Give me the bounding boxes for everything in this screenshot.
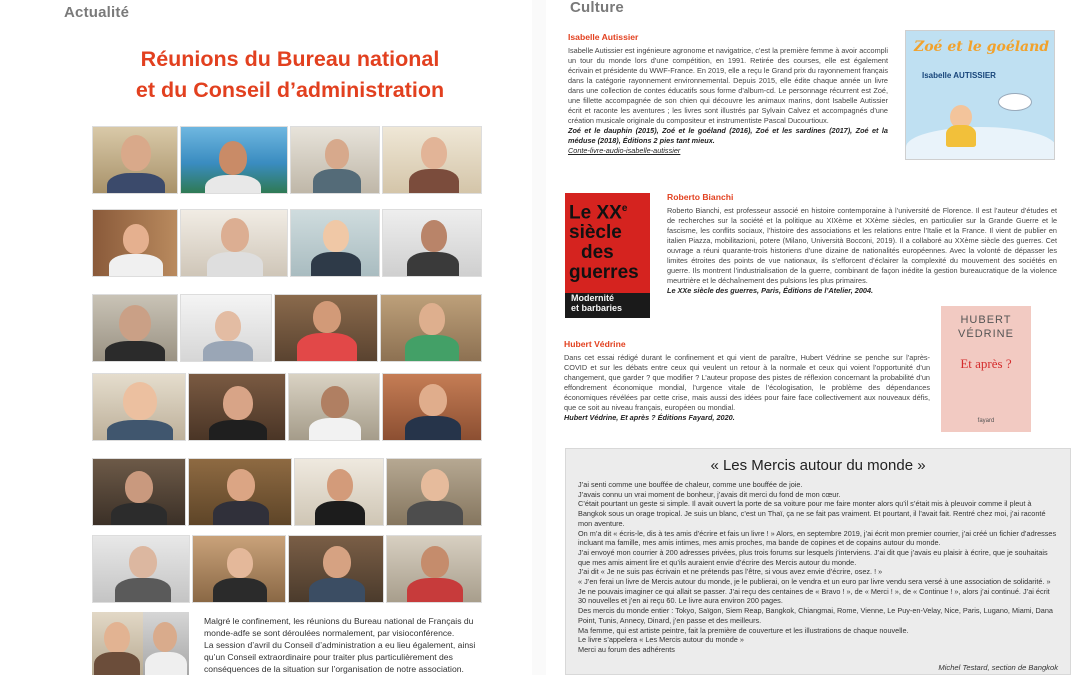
merci-line: « J’en ferai un livre de Mercis autour du monde, je le publierai, on le vendra et un euro par livre vendu sera versé à une association de solidarité. » bbox=[578, 577, 1051, 587]
participant-photo bbox=[386, 458, 482, 526]
merci-line: Je ne pouvais imaginer ce qui allait se passer. J’ai reçu des centaines de « Bravo ! », de « Merci ! », de « Continue ! », alors j’ai continué. J’ai écrit 30 nouvelles et j’en ai reçu 60. Le livre aura environ 200 pages. bbox=[578, 586, 1050, 606]
cover-author: Isabelle AUTISSIER bbox=[922, 71, 996, 80]
cover-title: Et après ? bbox=[960, 356, 1012, 371]
participant-photo bbox=[188, 373, 286, 441]
book-reference: Le XXe siècle des guerres, Paris, Éditions de l’Atelier, 2004. bbox=[667, 286, 874, 295]
participant-photo bbox=[382, 209, 482, 277]
photo-row bbox=[92, 209, 484, 279]
section-heading-actualite: Actualité bbox=[64, 4, 130, 21]
participant-photo bbox=[188, 458, 292, 526]
participant-photo bbox=[288, 373, 380, 441]
review-text: Isabelle Autissier est ingénieure agronome et navigatrice, c’est la première femme à avoir accompli un tour du monde lors d’une compétition, en 1991. Retirée des courses, elle est également écrivain et présidente du WWF-France. En 2019, elle a reçu le Grand prix du rayonnement français dans la catégorie rayonnement environnemental. Depuis 2015, elle édite chaque année un livre dans une collection de contes éducatifs sous forme d’album-cd. Le personnage récurrent est Zoé, une fillette accompagnée de son chien qui découvre les animaux marins, dont Isabelle Autissier écrit et raconte les aventures ; les livres sont illustrés par Sylvain Calvez et accompagnés d’une création musicale originale du compositeur et instrumentiste Pascal Ducourtioux. bbox=[568, 46, 889, 125]
merci-line: J’avais connu un vrai moment de bonheur, j’avais dit merci du fond de mon cœur. bbox=[578, 489, 841, 499]
participant-photo bbox=[382, 126, 482, 194]
merci-line: Des mercis du monde entier : Tokyo, Saïgon, Siem Reap, Bangkok, Chiangmai, Rome, Vienne, Le Puy-en-Velay, Nice, Paris, Lugano, Miami, Dana Point, Tunis, Annecy, Dinard, j’en passe et des meilleurs. bbox=[578, 606, 1053, 625]
merci-line: J’ai senti comme une bouffée de chaleur, comme une bouffée de joie. bbox=[578, 480, 803, 489]
participant-photo bbox=[386, 535, 482, 603]
participant-photo bbox=[274, 294, 378, 362]
cover-line: des bbox=[581, 242, 614, 264]
merci-line: J’ai dit « Je ne suis pas écrivain et ne prétends pas l’être, si vous avez envie d’écrire, osez. ! » bbox=[578, 567, 883, 577]
photo-row bbox=[92, 294, 484, 364]
participant-photo bbox=[192, 535, 286, 603]
photo-row bbox=[92, 373, 484, 443]
author-heading-bianchi: Roberto Bianchi bbox=[667, 192, 734, 202]
merci-line: C’était pourtant un geste si simple. Il avait ouvert la porte de sa voiture pour me faire monter alors qu’il s’était mis à pleuvoir comme il pleut à Bangkok sous un orage tropical. Je suis un blanc, c’est un Thaï, ça ne se fait pas vraiment. Et pourtant, il l’avait fait. Rentré chez moi, j’ai raconté mon aventure. bbox=[578, 499, 1046, 528]
photo-row bbox=[92, 458, 484, 528]
cover-line: Le XX bbox=[569, 202, 622, 224]
participant-photo bbox=[92, 209, 178, 277]
review-vedrine bbox=[564, 353, 930, 423]
merci-line: On m’a dit « écris-le, dis à tes amis d’écrire et fais un livre ! » Alors, en septembre 2019, j’ai écrit mon premier courrier, j’ai créé un fichier d’adresses incluant ma famille, mes amis intimes, mes amis proches, ma bande de copines et de copains autour du monde. bbox=[578, 528, 1057, 548]
cover-title: Zoé et le goéland bbox=[914, 39, 1050, 55]
right-page bbox=[540, 0, 1080, 675]
merci-line: Le livre s’appelera « Les Mercis autour du monde » bbox=[578, 635, 744, 645]
cover-subtitle: Modernité bbox=[571, 293, 615, 303]
participant-photo bbox=[92, 458, 186, 526]
section-heading-culture: Culture bbox=[570, 0, 624, 16]
participant-photo bbox=[92, 373, 186, 441]
caption-paragraph: Malgré le confinement, les réunions du Bureau national de Français du monde-adfe se sont déroulées normalement, par visioconférence. bbox=[204, 616, 474, 638]
cover-subtitle: et barbaries bbox=[571, 303, 623, 313]
book-reference: Hubert Védrine, Et après ? Éditions Fayard, 2020. bbox=[564, 413, 735, 422]
illustration-gull bbox=[998, 93, 1032, 111]
cover-author: HUBERT bbox=[960, 314, 1012, 326]
review-bianchi bbox=[667, 206, 1057, 296]
merci-title: « Les Mercis autour du monde » bbox=[710, 457, 926, 474]
participant-photo bbox=[382, 373, 482, 441]
book-cover-guerres: Le XXe siècle des guerres Modernité et barbaries bbox=[565, 193, 650, 318]
participant-photo bbox=[180, 294, 272, 362]
participant-photo bbox=[288, 535, 384, 603]
article-caption bbox=[204, 615, 486, 675]
participant-photo bbox=[92, 294, 178, 362]
review-autissier bbox=[568, 46, 888, 156]
participant-photo bbox=[294, 458, 384, 526]
merci-line: J’ai envoyé mon courrier à 200 adresses privées, plus trois forums sur lesquels j’interviens. J’ai dit que j’avais eu plaisir à écrire, que je souhaitais que mes amis aiment lire et qu’ils auraient envie d’écrire des Mercis autour du monde. bbox=[578, 547, 1048, 567]
book-link[interactable]: Conte-livre-audio-isabelle-autissier bbox=[568, 146, 681, 155]
book-cover-vedrine bbox=[941, 306, 1031, 432]
book-cover-zoe bbox=[905, 30, 1055, 160]
participant-photo bbox=[143, 612, 189, 675]
participant-photo bbox=[92, 126, 178, 194]
merci-text bbox=[578, 480, 1058, 655]
article-title-line1: Réunions du Bureau national bbox=[140, 47, 440, 71]
photo-row bbox=[92, 535, 484, 605]
cover-publisher: fayard bbox=[977, 418, 995, 424]
book-references: Zoé et le dauphin (2015), Zoé et le goéland (2016), Zoé et les sardines (2017), Zoé et la méduse (2018), Éditions 2 pies tant mieux. bbox=[568, 126, 888, 145]
participant-photo bbox=[180, 126, 288, 194]
merci-signature: Michel Testard, section de Bangkok bbox=[938, 663, 1058, 672]
author-heading-vedrine: Hubert Védrine bbox=[564, 339, 626, 349]
review-text: Dans cet essai rédigé durant le confinement et qui vient de paraître, Hubert Védrine se penche sur l’après-COVID et sur les débats entre ceux qui veulent un retour à la normale et ceux qui voient l’opportunité d’un changement, que garder ? que modifier ? L’auteur propose des pistes de réflexion concernant la probabilité d’un effondrement économique mondial, l’urgence vitale de l’écologisation, le problème des dépendances économiques révélées par cette crise, mais aussi des idées pour faire face collectivement aux nouveaux défis, que ce soit au niveau français, européen ou mondial. bbox=[564, 353, 930, 412]
participant-photo bbox=[180, 209, 288, 277]
cover-author: VÉDRINE bbox=[958, 328, 1014, 340]
participant-photo bbox=[290, 209, 380, 277]
author-heading-autissier: Isabelle Autissier bbox=[568, 32, 639, 42]
merci-line: Merci au forum des adhérents bbox=[578, 644, 675, 654]
cover-line: guerres bbox=[569, 262, 639, 284]
merci-line: Ma femme, qui est artiste peintre, fait la première de couverture et les illustrations de chaque nouvelle. bbox=[578, 625, 909, 635]
review-text: Roberto Bianchi, est professeur associé en histoire contemporaine à l’université de Florence. Il est l’auteur d’études et de recherches sur la société et la politique au XIXème et XXème siècles, en particulier sur la Grande Guerre et le fascisme, les conflits sociaux, l’histoire des associations et les relations entre l’Italie et la France. Il vient de publier en italien Piazza, mobilitazioni, potere (Milano, Università Bocconi, 2019). Il a collaboré au XXème siècle des guerres. Cet ouvrage a réuni quarante-trois historiens d’une dizaine de nationalités européennes. Avec la volonté de dépasser les limites étroites des points de vue nationaux, ils s’efforcent d’éclairer la complexité du mouvement des sociétés en guerre. Ils montrent l’industrialisation de la guerre, combinant de façon inédite la gestion bureaucratique de la violence meurtrière et le déchaînement des pulsions les plus primaires. bbox=[667, 206, 1057, 285]
participant-photo bbox=[92, 535, 190, 603]
participant-photo bbox=[290, 126, 380, 194]
merci-box bbox=[565, 448, 1071, 675]
caption-paragraph: La session d’avril du Conseil d’administration a eu lieu également, ainsi qu’un Conseil extraordinaire pour traiter plus particulièrement des conséquences de la situation sur l’organisation de notre association. bbox=[204, 640, 476, 674]
photo-row bbox=[92, 126, 484, 196]
participant-photo bbox=[380, 294, 482, 362]
cover-line: siècle bbox=[569, 222, 622, 244]
article-title bbox=[90, 44, 490, 106]
article-title-line2: et du Conseil d’administration bbox=[135, 78, 445, 102]
